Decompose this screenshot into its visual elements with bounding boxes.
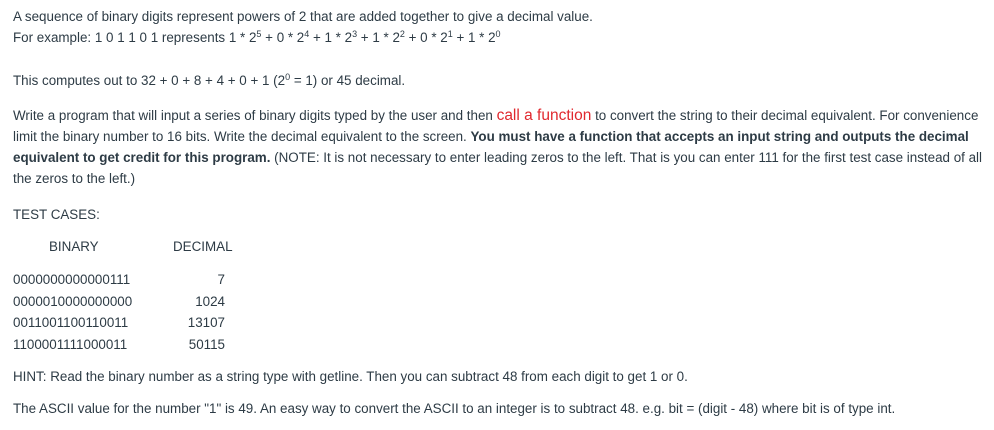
highlight-call-a-function: call a function — [496, 107, 592, 124]
formula-term: 1 * 2 — [228, 30, 257, 45]
formula-separator: + — [452, 30, 468, 45]
credit-requirement: You must have a function that accepts an input string and outputs the decimal equivalent to get credit for this program. — [13, 129, 969, 165]
formula-term: 1 * 2 — [372, 30, 400, 45]
test-decimal-cell: 50115 — [188, 336, 225, 352]
header-decimal: DECIMAL — [173, 239, 233, 254]
formula-exponent: 1 — [447, 29, 453, 39]
test-decimal-cell: 7 — [217, 272, 225, 287]
header-binary: BINARY — [49, 239, 99, 254]
test-cases-title: TEST CASES: — [13, 207, 100, 222]
computes-exponent: 0 — [285, 72, 291, 82]
formula-term: 0 * 2 — [276, 30, 305, 45]
instructions-note: (NOTE: It is not necessary to enter leading zeros to the left. That is you can enter 111 for the first test case instead of all the zeros to the left.) — [13, 150, 982, 186]
formula-separator: + — [357, 30, 373, 45]
formula-exponent: 5 — [256, 29, 262, 39]
formula-separator: + — [261, 30, 277, 45]
intro-line: A sequence of binary digits represent powers of 2 that are added together to give a decimal value. — [13, 9, 593, 24]
test-binary-cell: 0000010000000000 — [13, 293, 133, 309]
example-line — [13, 27, 501, 48]
computes-prefix: This computes out to 32 + 0 + 8 + 4 + 0 + 1 (2 — [13, 73, 286, 88]
instructions-text-2: to convert the string to their decimal equivalent. For convenience limit the binary number to 16 bits. Write the decimal equivalent to the screen. — [13, 108, 979, 144]
test-binary-cell: 0011001100110011 — [13, 315, 129, 330]
instructions-text-1: Write a program that will input a series of binary digits typed by the user and then — [13, 108, 497, 123]
ascii-note: The ASCII value for the number "1" is 49. An easy way to convert the ASCII to an integer is to subtract 48. e.g. bit = (digit - 48) where bit is of type int. — [13, 401, 896, 416]
instructions-paragraph — [13, 105, 988, 189]
formula-separator: + — [309, 30, 325, 45]
formula-term: 0 * 2 — [420, 30, 448, 45]
test-binary-cell: 0000000000000111 — [13, 272, 131, 287]
example-formula — [229, 30, 501, 45]
example-prefix: For example: 1 0 1 1 0 1 represents — [13, 30, 229, 45]
computes-line — [13, 70, 405, 91]
formula-separator: + — [404, 30, 421, 45]
hint-text: HINT: Read the binary number as a string type with getline. Then you can subtract 48 from each digit to get 1 or 0. — [13, 369, 688, 384]
formula-exponent: 4 — [304, 29, 310, 39]
formula-term: 1 * 2 — [324, 30, 353, 45]
formula-term: 1 * 2 — [468, 30, 496, 45]
computes-suffix: = 1) or 45 decimal. — [290, 73, 406, 88]
test-decimal-cell: 13107 — [187, 315, 225, 330]
formula-exponent: 0 — [495, 29, 501, 39]
test-binary-cell: 1100001111000011 — [13, 336, 128, 352]
formula-exponent: 3 — [352, 29, 358, 39]
test-decimal-cell: 1024 — [195, 293, 225, 309]
formula-exponent: 2 — [399, 29, 405, 39]
